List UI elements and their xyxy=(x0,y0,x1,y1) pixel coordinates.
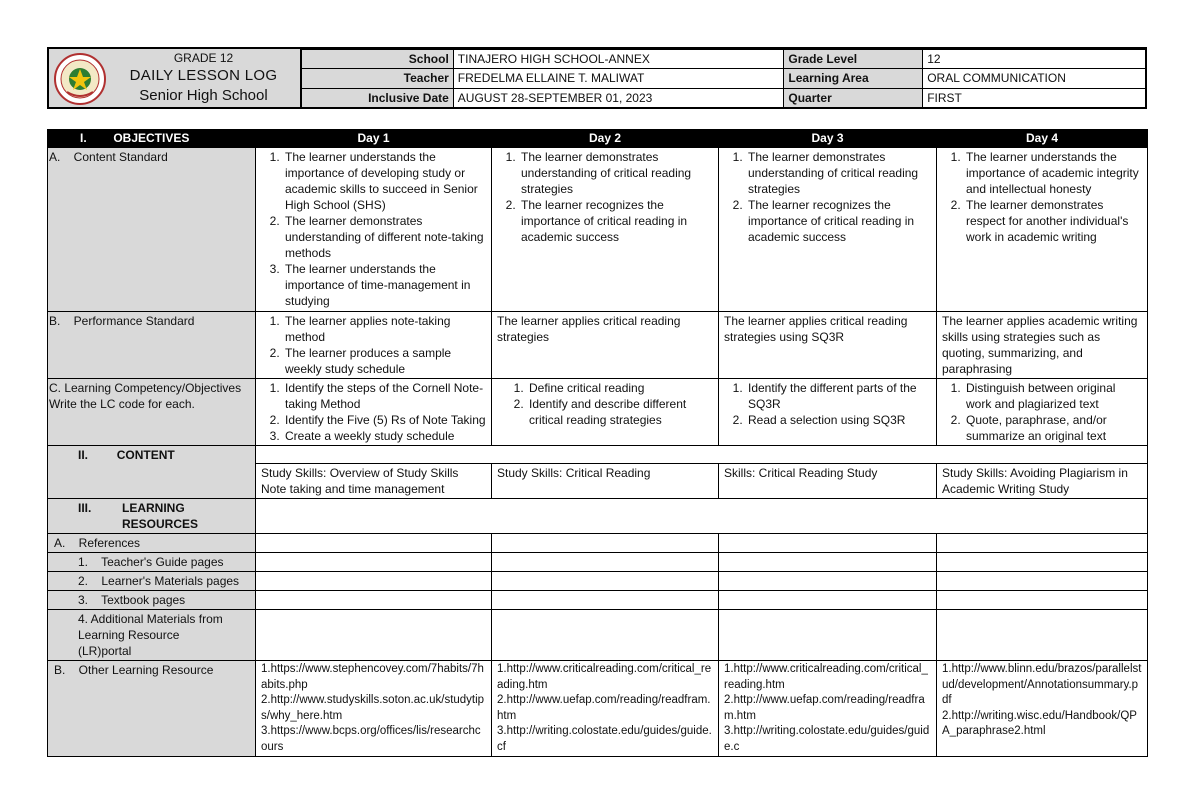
cell xyxy=(719,534,937,553)
competency-day1 xyxy=(256,379,492,446)
cell xyxy=(492,591,719,610)
resources-heading-row xyxy=(48,499,1148,534)
content-standard-day1 xyxy=(256,148,492,312)
day-header-row xyxy=(48,130,1148,148)
resource-link[interactable]: 1.http://www.criticalreading.com/critical_reading.htm xyxy=(724,663,928,691)
references-row xyxy=(48,534,1148,553)
performance-standard-day2: The learner applies critical reading strategies xyxy=(492,312,719,379)
competency-day3 xyxy=(719,379,937,446)
teacher-value: FREDELMA ELLAINE T. MALIWAT xyxy=(453,69,784,88)
competency-day4 xyxy=(937,379,1148,446)
content-day2: Study Skills: Critical Reading xyxy=(492,464,719,499)
content-numeral: II. xyxy=(78,448,89,462)
resources-heading-label: LEARNING RESOURCES xyxy=(122,501,199,531)
list-item: 2. Identify and describe different critical reading strategies xyxy=(527,396,713,428)
resource-link[interactable]: 1.http://www.blinn.edu/brazos/parallelstud/development/Annotationsummary.pdf xyxy=(942,663,1142,706)
list-item: 3. The learner understands the importance of time-management in studying xyxy=(283,261,486,309)
list-item: 1. Define critical reading xyxy=(527,380,713,396)
quarter-value: FIRST xyxy=(923,88,1147,107)
teacher-label: Teacher xyxy=(302,69,454,88)
cell xyxy=(256,610,492,661)
competency-day2 xyxy=(492,379,719,446)
content-standard-day4 xyxy=(937,148,1148,312)
resources-heading xyxy=(48,499,256,534)
performance-standard-day3: The learner applies critical reading strategies using SQ3R xyxy=(719,312,937,379)
cell xyxy=(492,610,719,661)
additional-materials-row xyxy=(48,610,1148,661)
resource-link[interactable]: 3.http://writing.colostate.edu/guides/guide.c xyxy=(724,725,930,753)
cell xyxy=(719,553,937,572)
cell xyxy=(937,591,1148,610)
list-item: 1. Distinguish between original work and plagiarized text xyxy=(964,380,1142,412)
competency-row xyxy=(48,379,1148,446)
objectives-heading: I. OBJECTIVES xyxy=(48,130,256,148)
resource-link[interactable]: 2.http://www.studyskills.soton.ac.uk/studytips/why_here.htm xyxy=(261,694,485,722)
inclusive-date-value: AUGUST 28-SEPTEMBER 01, 2023 xyxy=(453,88,784,107)
teachers-guide-label: 1. Teacher's Guide pages xyxy=(48,553,256,572)
list-item: 2. Quote, paraphrase, and/or summarize an original text xyxy=(964,412,1142,444)
grade-level-label: Grade Level xyxy=(784,50,923,69)
content-standard-day2 xyxy=(492,148,719,312)
resource-link[interactable]: 2.http://www.uefap.com/reading/readfram.htm xyxy=(497,694,711,722)
resource-link[interactable]: 2.http://www.uefap.com/reading/readfram.htm xyxy=(724,694,925,722)
textbook-label: 3. Textbook pages xyxy=(48,591,256,610)
list-item: 1. The learner demonstrates understanding of critical reading strategies xyxy=(519,149,713,197)
quarter-label: Quarter xyxy=(784,88,923,107)
content-standard-label: A. Content Standard xyxy=(48,148,256,312)
cell xyxy=(256,534,492,553)
resource-link[interactable]: 2.http://writing.wisc.edu/Handbook/QPA_paraphrase2.html xyxy=(942,709,1137,737)
cell xyxy=(256,553,492,572)
list-item: 1. Identify the different parts of the SQ3R xyxy=(746,380,931,412)
resource-link[interactable]: 1.https://www.stephencovey.com/7habits/7habits.php xyxy=(261,663,484,691)
content-heading-row xyxy=(48,446,1148,464)
content-day4: Study Skills: Avoiding Plagiarism in Academic Writing Study xyxy=(937,464,1148,499)
list-item: 2. The learner recognizes the importance of critical reading in academic success xyxy=(519,197,713,245)
list-item: 1. The learner demonstrates understanding of critical reading strategies xyxy=(746,149,931,197)
content-heading-label: CONTENT xyxy=(116,448,175,462)
other-resources-label: B. Other Learning Resource xyxy=(48,661,256,757)
learning-area-label: Learning Area xyxy=(784,69,923,88)
learners-materials-label: 2. Learner's Materials pages xyxy=(48,572,256,591)
list-item: 1. The learner understands the importance of developing study or academic skills to succeed in Senior High School (SHS) xyxy=(283,149,486,213)
resources-numeral: III. xyxy=(78,501,92,515)
content-standard-day3 xyxy=(719,148,937,312)
school-label: School xyxy=(302,50,454,69)
header-info-table xyxy=(301,49,1147,108)
content-heading xyxy=(48,446,256,499)
content-standard-row xyxy=(48,148,1148,312)
list-item: 2. The learner recognizes the importance of critical reading in academic success xyxy=(746,197,931,245)
other-resources-day2 xyxy=(492,661,719,757)
school-seal-logo xyxy=(53,52,107,106)
cell xyxy=(719,572,937,591)
list-item: 1. Identify the steps of the Cornell Note-taking Method xyxy=(283,380,486,412)
textbook-row xyxy=(48,591,1148,610)
competency-label: C. Learning Competency/Objectives Write the LC code for each. xyxy=(48,379,256,446)
list-item: 2. The learner demonstrates respect for another individual's work in academic writing xyxy=(964,197,1142,245)
content-spacer xyxy=(256,446,1148,464)
teachers-guide-row xyxy=(48,553,1148,572)
cell xyxy=(492,553,719,572)
references-label: A. References xyxy=(48,534,256,553)
list-item: 1. The learner applies note-taking method xyxy=(283,313,486,345)
inclusive-date-label: Inclusive Date xyxy=(302,88,454,107)
page-title: DAILY LESSON LOG xyxy=(129,67,278,84)
additional-materials-label: 4. Additional Materials from Learning Resource (LR)portal xyxy=(48,610,256,661)
resource-link[interactable]: 3.https://www.bcps.org/offices/lis/researchcours xyxy=(261,725,481,753)
list-item: 2. The learner produces a sample weekly study schedule xyxy=(283,345,486,377)
performance-standard-label: B. Performance Standard xyxy=(48,312,256,379)
day-4-heading: Day 4 xyxy=(937,130,1148,148)
school-value: TINAJERO HIGH SCHOOL-ANNEX xyxy=(453,50,784,69)
lesson-plan-table xyxy=(47,129,1148,757)
resource-link[interactable]: 3.http://writing.colostate.edu/guides/guide.cf xyxy=(497,725,712,753)
grade-label: GRADE 12 xyxy=(173,51,234,65)
content-day3: Skills: Critical Reading Study xyxy=(719,464,937,499)
performance-standard-row xyxy=(48,312,1148,379)
list-item: 3. Create a weekly study schedule xyxy=(283,428,486,444)
cell xyxy=(937,572,1148,591)
resource-link[interactable]: 1.http://www.criticalreading.com/critical_reading.htm xyxy=(497,663,712,691)
lesson-log-header xyxy=(47,47,1147,109)
content-day1: Study Skills: Overview of Study Skills Note taking and time management xyxy=(256,464,492,499)
cell xyxy=(937,534,1148,553)
other-resources-day1 xyxy=(256,661,492,757)
list-item: 2. Identify the Five (5) Rs of Note Taking xyxy=(283,412,486,428)
learning-area-value: ORAL COMMUNICATION xyxy=(923,69,1147,88)
list-item: 2. Read a selection using SQ3R xyxy=(746,412,931,428)
cell xyxy=(256,591,492,610)
cell xyxy=(492,572,719,591)
cell xyxy=(719,610,937,661)
resources-spacer xyxy=(256,499,1148,534)
day-1-heading: Day 1 xyxy=(256,130,492,148)
cell xyxy=(719,591,937,610)
cell xyxy=(937,553,1148,572)
learners-materials-row xyxy=(48,572,1148,591)
other-resources-day4 xyxy=(937,661,1148,757)
day-3-heading: Day 3 xyxy=(719,130,937,148)
list-item: 2. The learner demonstrates understanding of different note-taking methods xyxy=(283,213,486,261)
other-resources-day3 xyxy=(719,661,937,757)
list-item: 1. The learner understands the importance of academic integrity and intellectual honesty xyxy=(964,149,1142,197)
grade-level-value: 12 xyxy=(923,50,1147,69)
cell xyxy=(492,534,719,553)
day-2-heading: Day 2 xyxy=(492,130,719,148)
cell xyxy=(256,572,492,591)
page-subtitle: Senior High School xyxy=(139,87,268,104)
cell xyxy=(937,610,1148,661)
performance-standard-day4: The learner applies academic writing skills using strategies such as quoting, summarizing, and paraphrasing xyxy=(937,312,1148,379)
title-block xyxy=(49,49,301,107)
other-resources-row xyxy=(48,661,1148,757)
performance-standard-day1 xyxy=(256,312,492,379)
